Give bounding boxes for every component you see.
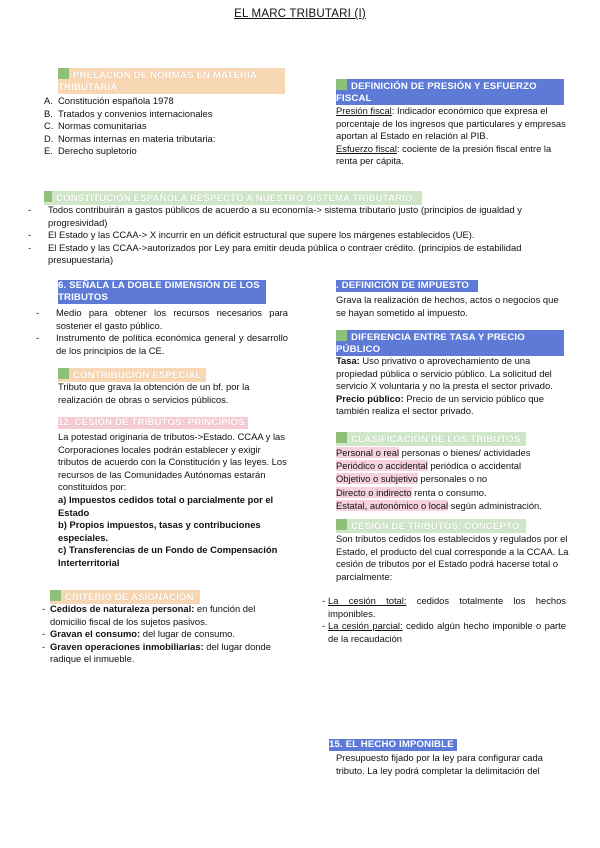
- prelacion-list: [44, 95, 294, 158]
- section-header-doble-dimension: 6. SEÑALA LA DOBLE DIMENSIÓN DE LOS TRIBUTOS: [58, 280, 266, 304]
- tasa-precio-text: Tasa: Uso privativo o aprovechamiento de una propiedad pública o servicio público. La solicitud del servicio X voluntaria y no la presta el sector privado. Precio público: Precio de un servicio público que también realiza el sector privado.: [336, 355, 553, 417]
- section-header-contribucion: CONTRIBUCIÓN ESPECIAL: [58, 368, 206, 382]
- list-item: Directo o indirecto renta o consumo.: [336, 486, 487, 498]
- section-header-impuesto: . DEFINICIÓN DE IMPUESTO: [336, 280, 478, 292]
- cesion-principios-text: La potestad originaria de tributos->Estado. CCAA y las Corporaciones locales podrán establecer y exigir tributos de acuerdo con la Constitución y las leyes. Los recursos de las Comunidades Autónomas estarán constituidos por: a) Impuestos cedidos total o parcialmente por el Estado b) Propios impuestos, tasas y contribuciones especiales. c) Transferencias de un Fondo de Compensación Interterritorial: [58, 431, 287, 568]
- list-item: E. Derecho supletorio: [44, 145, 137, 157]
- clasificacion-list: [336, 446, 570, 512]
- marker-square-icon: [336, 519, 347, 530]
- section-header-prelacion: PRELACIÓN DE NORMAS EN MATERIA TRIBUTARIA: [58, 68, 285, 94]
- list-item: Objetivo o subjetivo personales o no: [336, 473, 488, 485]
- list-item: - Gravan el consumo: del lugar de consumo.: [42, 628, 235, 640]
- constitucion-list: [28, 204, 574, 267]
- page-title: EL MARC TRIBUTARI (I): [234, 8, 366, 20]
- marker-square-icon: [58, 68, 69, 79]
- section-header-tasa-precio: DIFERENCIA ENTRE TASA Y PRECIO PÚBLICO: [336, 330, 564, 356]
- marker-square-icon: [336, 330, 347, 341]
- impuesto-text: Grava la realización de hechos, actos o negocios que se hayan sometido al impuesto.: [336, 294, 559, 318]
- marker-square-icon: [336, 79, 347, 90]
- list-item: - Medio para obtener los recursos necesarios para sostener el gasto público.: [36, 307, 288, 331]
- list-item: A. Constitución española 1978: [44, 95, 174, 106]
- marker-square-icon: [44, 191, 52, 202]
- list-item: - La cesión total: cedidos totalmente los hechos imponibles.: [322, 595, 566, 619]
- criterio-list: [42, 603, 292, 666]
- section-header-presion: DEFINICIÓN DE PRESIÓN Y ESFUERZO FISCAL: [336, 79, 564, 105]
- list-item: B. Tratados y convenios internacionales: [44, 107, 213, 119]
- list-item: - Todos contribuirán a gastos públicos de acuerdo a su economía-> sistema tributario justo (principios de igualdad y progresividad): [28, 204, 522, 228]
- list-item: - Instrumento de política económica general y desarrollo de los principios de la CE.: [36, 332, 288, 356]
- list-item: - El Estado y las CCAA-> X incurrir en un déficit estructural que supere los márgenes establecidos (UE).: [28, 229, 475, 241]
- marker-square-icon: [50, 590, 61, 601]
- cesion-concepto-text: Son tributos cedidos los establecidos y regulados por el Estado, el producto del cual corresponde a la CCAA. La cesión de tributos por el Estado podrá hacerse total o parcialmente:: [336, 533, 569, 582]
- section-header-cesion-principios: 12. CESIÓN DE TRIBUTOS: PRINCIPIOS: [58, 417, 248, 429]
- list-item: Personal o real personas o bienes/ actividades: [336, 447, 531, 458]
- list-item: - Cedidos de naturaleza personal: en función del domicilio fiscal de los sujetos pasivos.: [42, 603, 256, 627]
- list-item: Periódico o accidental periódica o accidental: [336, 460, 522, 472]
- section-header-cesion-concepto: CESIÓN DE TRIBUTOS: CONCEPTO: [336, 519, 526, 533]
- hecho-text: Presupuesto fijado por la ley para configurar cada tributo. La ley podrá completar la delimitación del: [336, 752, 543, 776]
- section-header-constitucion: CONSTITUCIÓN ESPAÑOLA RESPECTO A NUESTRO SISTEMA TRIBUTARIO: [44, 191, 422, 205]
- section-header-clasificacion: CLASIFICACIÓN DE LOS TRIBUTOS: [336, 432, 526, 446]
- section-header-criterio: CRITERIO DE ASIGNACIÓN: [50, 590, 200, 604]
- list-item: - Graven operaciones inmobiliarias: del lugar donde radique el inmueble.: [42, 640, 271, 665]
- list-item: C. Normas comunitarias: [44, 120, 147, 132]
- marker-square-icon: [336, 432, 347, 443]
- contribucion-text: Tributo que grava la obtención de un bf. por la realización de obras o servicios públicos.: [58, 381, 250, 405]
- marker-square-icon: [58, 368, 69, 379]
- cesion-concepto-list: [322, 595, 566, 645]
- presion-text: Presión fiscal: Indicador económico que expresa el porcentaje de los ingresos que particulares y empresas aportan al Estado en relación al PIB. Esfuerzo fiscal: cociente de la presión fiscal entre la renta per cápita.: [336, 105, 566, 167]
- list-item: - La cesión parcial: cedido algún hecho imponible o parte de la recaudación: [322, 620, 566, 644]
- doble-list: [36, 307, 288, 357]
- section-header-hecho-imponible: 15. EL HECHO IMPONIBLE: [329, 739, 457, 751]
- list-item: - El Estado y las CCAA->autorizados por Ley para emitir deuda pública o contraer crédito. (principios de estabilidad presupuestaria): [28, 241, 522, 266]
- list-item: D. Normas internas en materia tributaria:: [44, 132, 216, 144]
- list-item: Estatal, autonómico o local según administración.: [336, 499, 542, 511]
